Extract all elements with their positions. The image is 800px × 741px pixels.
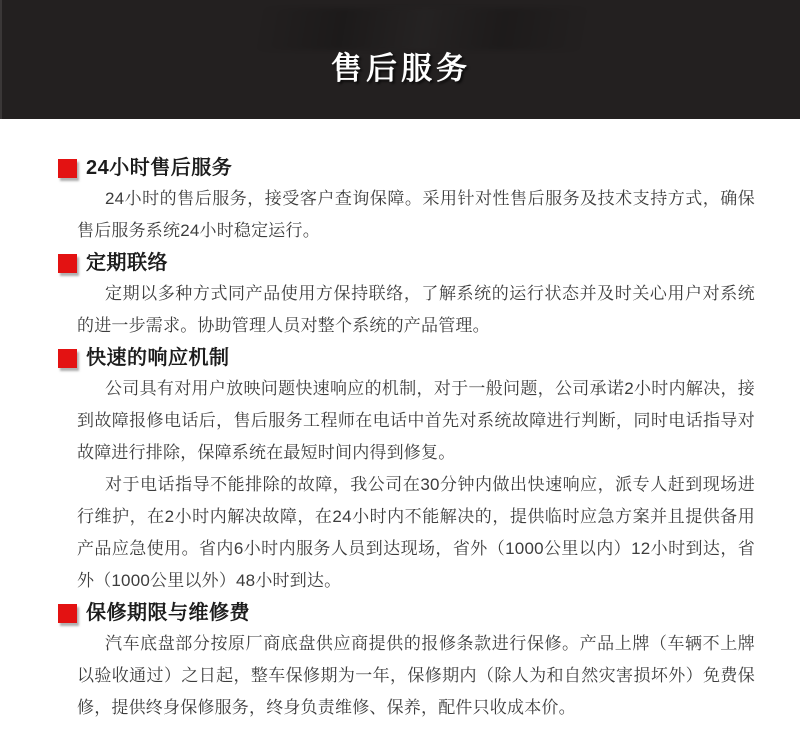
- section-warranty: [58, 600, 755, 724]
- red-square-bullet-icon: [58, 349, 77, 368]
- section-title: 24小时售后服务: [86, 157, 233, 179]
- red-square-bullet-icon: [58, 254, 77, 273]
- section-heading-row: [58, 345, 755, 371]
- content-area: [0, 119, 800, 724]
- red-square-bullet-icon: [58, 604, 77, 623]
- section-heading-row: [58, 600, 755, 626]
- section-title: 保修期限与维修费: [86, 602, 250, 624]
- section-paragraph: 定期以多种方式同产品使用方保持联络，了解系统的运行状态并及时关心用户对系统的进一步需求。协助管理人员对整个系统的产品管理。: [77, 284, 755, 335]
- section-paragraph: 对于电话指导不能排除的故障，我公司在30分钟内做出快速响应，派专人赶到现场进行维护，在2小时内解决故障，在24小时内不能解决的，提供临时应急方案并且提供备用产品应急使用。省内6小时内服务人员到达现场，省外（1000公里以内）12小时到达，省外（1000公里以外）48小时到达。: [77, 475, 755, 590]
- section-title: 快速的响应机制: [86, 347, 230, 369]
- section-paragraph: 公司具有对用户放映问题快速响应的机制，对于一般问题，公司承诺2小时内解决，接到故障报修电话后，售后服务工程师在电话中首先对系统故障进行判断，同时电话指导对故障进行排除，保障系统在最短时间内得到修复。: [77, 379, 755, 462]
- section-24h-service: [58, 155, 755, 247]
- watermark-smudge: [222, 8, 622, 50]
- page-title: 售后服务: [331, 51, 471, 86]
- section-regular-contact: [58, 250, 755, 342]
- section-heading-row: [58, 155, 755, 181]
- red-square-bullet-icon: [58, 159, 77, 178]
- section-paragraph: 汽车底盘部分按原厂商底盘供应商提供的报修条款进行保修。产品上牌（车辆不上牌以验收通过）之日起，整车保修期为一年，保修期内（除人为和自然灾害损坏外）免费保修，提供终身保修服务，终身负责维修、保养，配件只收成本价。: [77, 634, 755, 717]
- section-title: 定期联络: [86, 252, 168, 274]
- section-rapid-response: [58, 345, 755, 597]
- section-paragraph: 24小时的售后服务，接受客户查询保障。采用针对性售后服务及技术支持方式，确保售后服务系统24小时稳定运行。: [77, 189, 755, 240]
- section-heading-row: [58, 250, 755, 276]
- page-header: [0, 0, 800, 119]
